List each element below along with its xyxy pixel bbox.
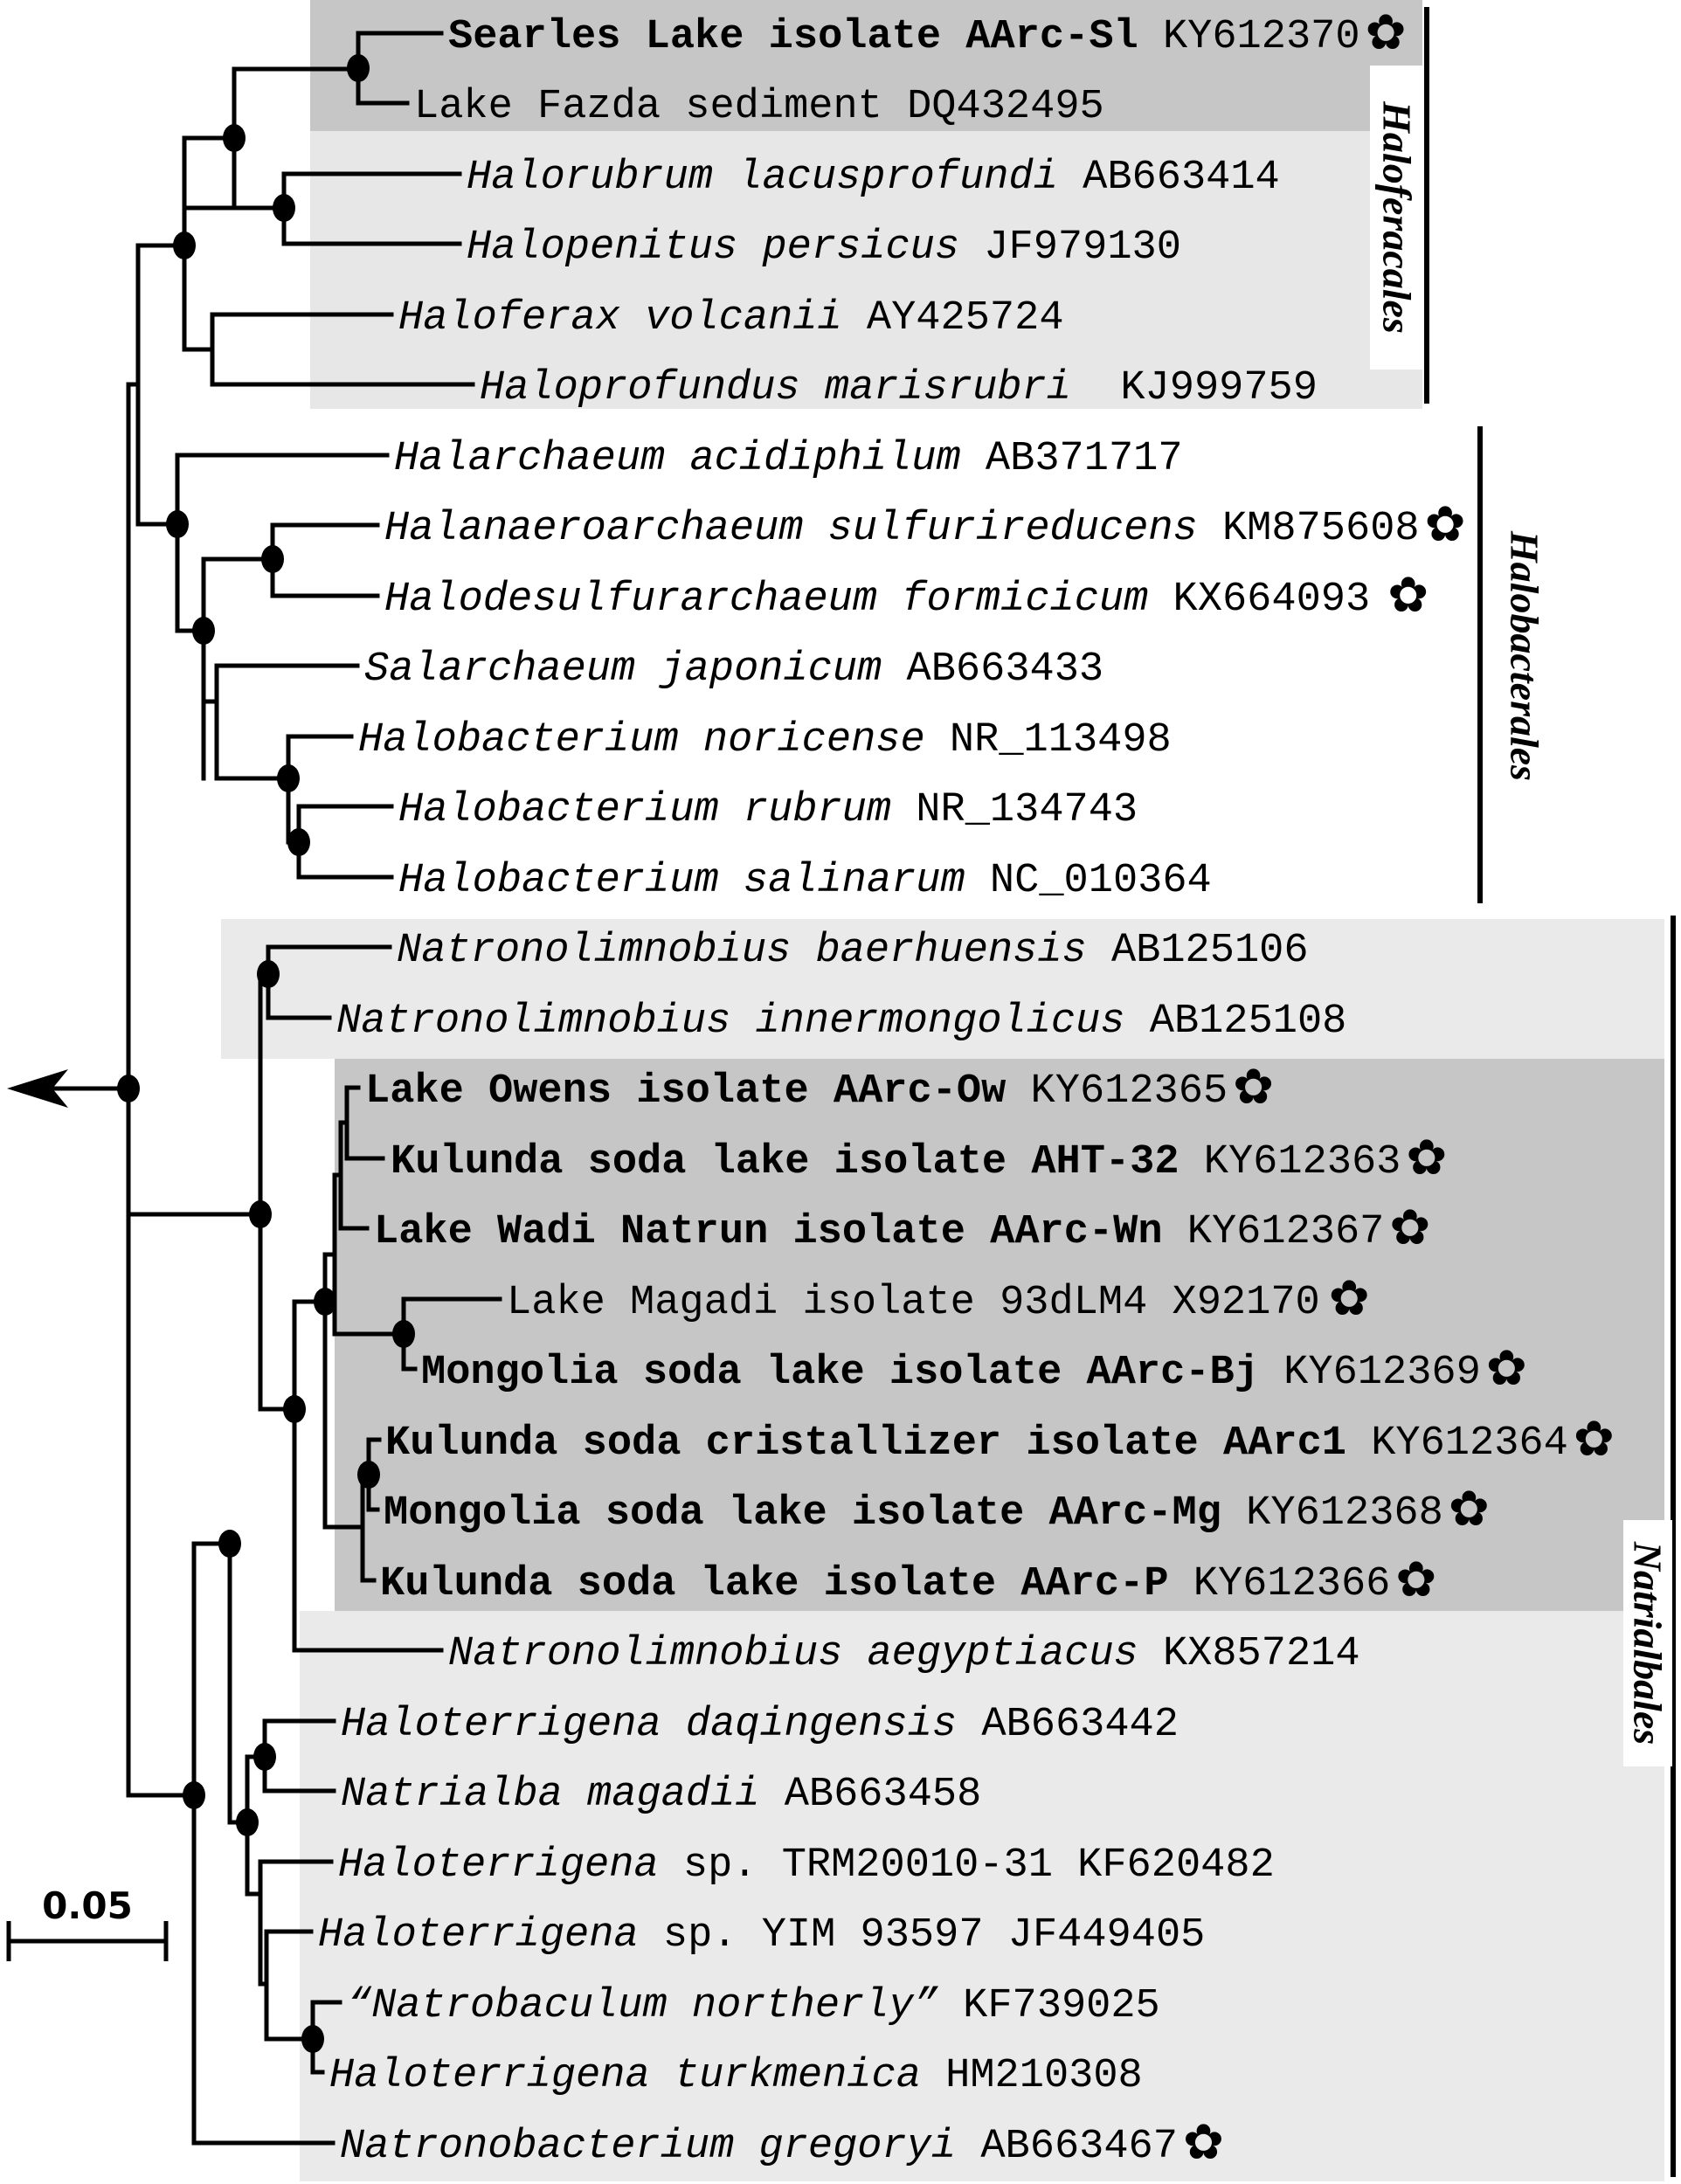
taxon-name-segment: Natronolimnobius baerhuensis [397, 928, 1087, 974]
taxon-name-segment: Halarchaeum acidiphilum [394, 436, 961, 482]
taxon-label [329, 2053, 1143, 2099]
accession-segment: KX857214 [1138, 1631, 1360, 1677]
taxon-label [336, 999, 1346, 1045]
support-dot [236, 1808, 259, 1836]
support-dot [277, 764, 300, 792]
taxon-name-segment: Halanaeroarchaeum sulfurireducens [384, 506, 1198, 552]
accession-segment: NR_113498 [924, 717, 1172, 764]
taxon-label [318, 1912, 1205, 1959]
accession-segment: AB663458 [759, 1772, 982, 1818]
study-isolate-asterisk: ✿ [1448, 1481, 1490, 1538]
taxon-name-segment: Halopenitus persicus [467, 225, 960, 271]
support-dot [117, 1075, 140, 1102]
study-isolate-asterisk: ✿ [1395, 1552, 1437, 1608]
support-dot [223, 124, 246, 152]
support-dot [301, 2025, 324, 2053]
taxon-label [347, 1983, 1160, 2029]
taxon-name-segment: Kulunda soda cristallizer isolate AArc1 [385, 1420, 1346, 1467]
taxon-name-segment: Haloterrigena [338, 1842, 659, 1889]
taxon-label [394, 436, 1183, 482]
accession-segment: KF739025 [937, 1983, 1160, 2029]
support-dot [253, 1743, 276, 1771]
taxon-label [467, 155, 1280, 201]
taxon-label [338, 1842, 1275, 1889]
support-dot [166, 510, 189, 538]
taxon-label [414, 84, 1104, 130]
study-isolate-asterisk: ✿ [1387, 567, 1429, 624]
taxon-name-segment: Halodesulfurarchaeum formicicum [384, 577, 1149, 623]
accession-segment: AB663467 [956, 2124, 1178, 2170]
study-isolate-asterisk: ✿ [1406, 1130, 1448, 1186]
study-isolate-asterisk: ✿ [1573, 1411, 1615, 1468]
taxon-name-segment: Kulunda soda lake isolate AHT-32 [391, 1139, 1179, 1185]
accession-segment: AB125106 [1086, 928, 1309, 974]
accession-segment: KY612363 [1179, 1139, 1401, 1185]
clade-label-natrialbales: Natrialbales [1625, 1541, 1671, 1745]
support-dot [249, 1200, 272, 1228]
taxon-label [364, 646, 1103, 693]
accession-segment: sp. TRM20010-31 KF620482 [658, 1842, 1275, 1889]
taxon-name-segment: Haloferax volcanii [398, 295, 842, 342]
accession-segment: KY612364 [1345, 1420, 1568, 1467]
taxon-name-segment: Kulunda soda lake isolate AArc-P [380, 1561, 1169, 1607]
clade-halobacterales [1480, 426, 1553, 903]
taxon-label [398, 858, 1212, 904]
outgroup-arrow [7, 1069, 128, 1108]
taxon-name-segment: Halobacterium salinarum [398, 858, 965, 904]
clade-haloferacales [1370, 7, 1427, 404]
study-isolate-asterisk: ✿ [1365, 4, 1407, 61]
taxon-label [358, 717, 1172, 764]
scale-bar [9, 1884, 166, 1961]
support-dot [257, 960, 280, 988]
support-dot [392, 1320, 415, 1348]
taxon-name-segment: Haloterrigena turkmenica [329, 2053, 921, 2099]
study-isolate-asterisk: ✿ [1328, 1270, 1370, 1327]
accession-segment: AB663433 [882, 646, 1104, 693]
accession-segment: KJ999759 [1070, 365, 1318, 411]
taxon-name-segment: Lake Owens isolate AArc-Ow [365, 1068, 1007, 1115]
accession-segment: AB125108 [1124, 999, 1347, 1045]
taxon-label [480, 365, 1318, 411]
support-dot [192, 617, 215, 645]
accession-segment: KY612367 [1162, 1209, 1385, 1255]
taxon-name-segment: Halorubrum lacusprofundi [467, 155, 1058, 201]
taxon-name-segment: Lake Magadi isolate 93dLM4 X92170 [507, 1280, 1320, 1326]
taxon-name-segment: Halobacterium rubrum [398, 787, 892, 833]
support-dot [283, 1395, 306, 1423]
taxon-label [397, 928, 1309, 974]
taxon-label [467, 225, 1181, 271]
clade-label-haloferacales: Haloferacales [1374, 101, 1420, 334]
support-dot [314, 1288, 336, 1316]
study-isolate-asterisk: ✿ [1182, 2114, 1224, 2171]
taxon-label [448, 1631, 1360, 1677]
taxon-name-segment: Mongolia soda lake isolate AArc-Mg [384, 1490, 1221, 1537]
taxon-label [341, 1702, 1179, 1748]
accession-segment: KX664093 [1148, 577, 1371, 623]
support-dot [173, 232, 196, 259]
study-isolate-asterisk: ✿ [1485, 1340, 1527, 1397]
support-dot [183, 1781, 205, 1809]
accession-segment: NR_134743 [891, 787, 1138, 833]
support-dot [261, 545, 284, 573]
accession-segment: sp. YIM 93597 JF449405 [638, 1912, 1206, 1959]
taxon-name-segment: Natronolimnobius innermongolicus [336, 999, 1125, 1045]
taxon-label [384, 567, 1429, 624]
support-dot [287, 828, 310, 856]
support-dot [273, 194, 295, 222]
accession-segment: HM210308 [920, 2053, 1143, 2099]
accession-segment: AB663414 [1057, 155, 1280, 201]
taxon-name-segment: Searles Lake isolate AArc-Sl [448, 14, 1138, 60]
support-dot [357, 1461, 380, 1489]
accession-segment: KM875608 [1197, 506, 1420, 552]
taxon-name-segment: Salarchaeum japonicum [364, 646, 882, 693]
taxon-name-segment: Natronolimnobius aegyptiacus [448, 1631, 1138, 1677]
accession-segment: AB663442 [957, 1702, 1179, 1748]
accession-segment: JF979130 [959, 225, 1181, 271]
taxon-label [384, 496, 1466, 553]
taxon-name-segment: Natronobacterium gregoryi [340, 2124, 957, 2170]
support-dot [218, 1530, 241, 1558]
accession-segment: KY612365 [1006, 1068, 1228, 1115]
taxon-name-segment: Haloprofundus marisrubri [480, 365, 1071, 411]
taxon-name-segment: Haloterrigena daqingensis [341, 1702, 958, 1748]
taxon-name-segment: Haloterrigena [318, 1912, 639, 1959]
support-dot [347, 54, 370, 82]
taxon-name-segment: Lake Wadi Natrun isolate AArc-Wn [374, 1209, 1163, 1255]
accession-segment: AB371717 [960, 436, 1183, 482]
accession-segment: NC_010364 [965, 858, 1212, 904]
taxon-name-segment: Natrialba magadii [341, 1772, 760, 1818]
taxon-label [398, 787, 1138, 833]
study-isolate-asterisk: ✿ [1424, 496, 1466, 553]
accession-segment: KY612370 [1138, 14, 1360, 60]
clade-label-halobacterales: Halobacterales [1502, 530, 1547, 782]
taxon-name-segment: “Natrobaculum northerly” [347, 1983, 938, 2029]
taxon-name-segment: Mongolia soda lake isolate AArc-Bj [421, 1350, 1259, 1396]
accession-segment: KY612368 [1221, 1490, 1443, 1537]
accession-segment: AY425724 [841, 295, 1064, 342]
study-isolate-asterisk: ✿ [1233, 1059, 1275, 1116]
taxon-label [341, 1772, 981, 1818]
accession-segment: KY612366 [1168, 1561, 1391, 1607]
taxon-label [398, 295, 1064, 342]
taxon-name-segment: Halobacterium noricense [358, 717, 925, 764]
study-isolate-asterisk: ✿ [1389, 1199, 1431, 1256]
taxon-name-segment: Lake Fazda sediment DQ432495 [414, 84, 1104, 130]
accession-segment: KY612369 [1258, 1350, 1481, 1396]
scale-bar-label: 0.05 [42, 1884, 133, 1927]
